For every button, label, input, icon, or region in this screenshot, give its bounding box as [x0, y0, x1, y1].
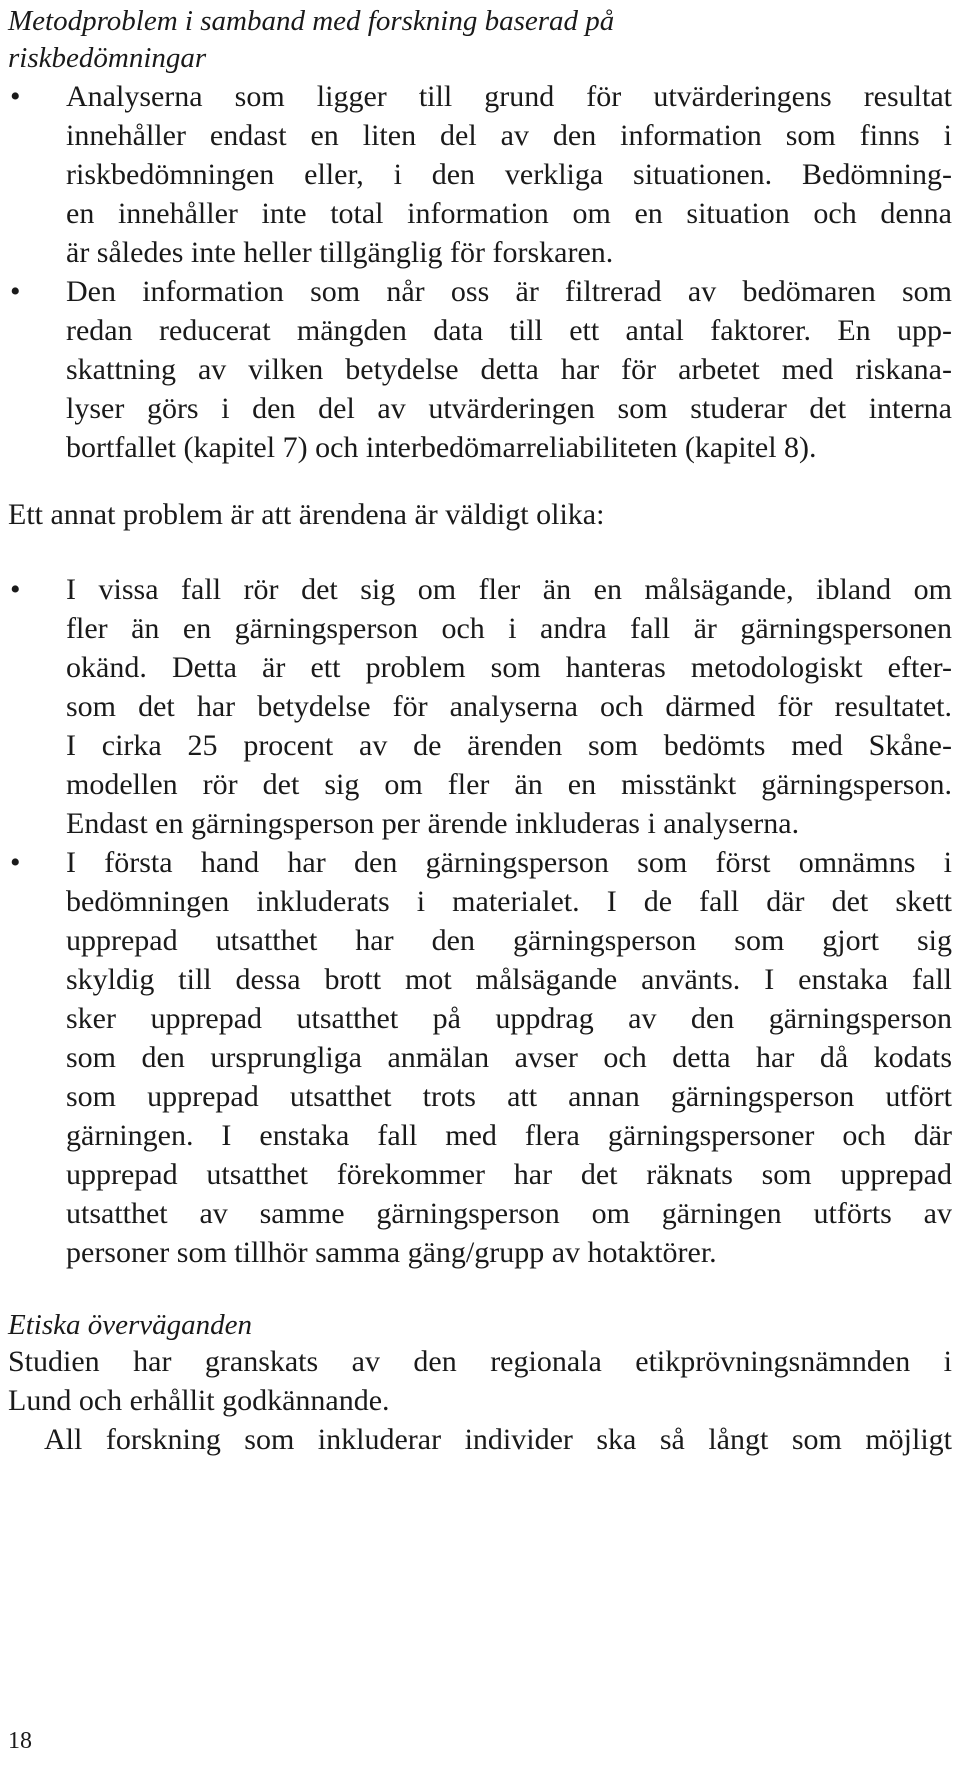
- document-page: [8, 0, 952, 1459]
- text-line: I första hand har den gärningsperson som först omnämns i: [66, 846, 952, 879]
- text-line: Analyserna som ligger till grund för utvärderingens resultat: [66, 80, 952, 113]
- text-line: I vissa fall rör det sig om fler än en målsägande, ibland om: [66, 573, 952, 606]
- text-line: All forskning som inkluderar individer ska så långt som möjligt: [44, 1423, 952, 1456]
- text-line: lyser görs i den del av utvärderingen som studerar det interna: [66, 392, 952, 425]
- bullet-item: [8, 570, 952, 843]
- text-line: bortfallet (kapitel 7) och interbedömarreliabiliteten (kapitel 8).: [66, 431, 817, 464]
- text-line: I cirka 25 procent av de ärenden som bedömts med Skåne-: [66, 729, 952, 762]
- heading-line: Metodproblem i samband med forskning baserad på: [8, 5, 615, 37]
- text-line: som upprepad utsatthet trots att annan gärningsperson utfört: [66, 1080, 952, 1113]
- text-line: Studien har granskats av den regionala etikprövningsnämnden i: [8, 1345, 952, 1378]
- bullet-icon: •: [10, 846, 21, 879]
- page-number: 18: [8, 1728, 32, 1754]
- text-line: Den information som når oss är filtrerad av bedömaren som: [66, 275, 952, 308]
- bullet-item: [8, 77, 952, 272]
- text-line: är således inte heller tillgänglig för forskaren.: [66, 236, 614, 269]
- heading-line: riskbedömningar: [8, 42, 207, 74]
- text-line: innehåller endast en liten del av den information som finns i: [66, 119, 952, 152]
- text-line: modellen rör det sig om fler än en misstänkt gärningsperson.: [66, 768, 952, 801]
- text-line: skattning av vilken betydelse detta har för arbetet med riskana-: [66, 353, 952, 386]
- text-line: upprepad utsatthet förekommer har det räknats som upprepad: [66, 1158, 952, 1191]
- text-line: okänd. Detta är ett problem som hanteras metodologiskt efter-: [66, 651, 952, 684]
- section-heading-metodproblem: [8, 0, 952, 77]
- text-line: utsatthet av samme gärningsperson om gärningen utförts av: [66, 1197, 952, 1230]
- text-line: upprepad utsatthet har den gärningsperson som gjort sig: [66, 924, 952, 957]
- text-line: skyldig till dessa brott mot målsägande använts. I enstaka fall: [66, 963, 952, 996]
- paragraph-intro: Ett annat problem är att ärendena är väldigt olika:: [8, 498, 605, 531]
- text-line: personer som tillhör samma gäng/grupp av hotaktörer.: [66, 1236, 717, 1269]
- text-line: redan reducerat mängden data till ett antal faktorer. En upp-: [66, 314, 952, 347]
- text-line: fler än en gärningsperson och i andra fall är gärningspersonen: [66, 612, 952, 645]
- bullet-icon: •: [10, 80, 21, 113]
- bullet-item: [8, 272, 952, 467]
- bullet-icon: •: [10, 573, 21, 606]
- bullet-icon: •: [10, 275, 21, 308]
- text-line: bedömningen inkluderats i materialet. I de fall där det skett: [66, 885, 952, 918]
- bullet-item: [8, 843, 952, 1272]
- bullet-list-metodproblem: [8, 77, 952, 467]
- bullet-list-arenden: [8, 570, 952, 1272]
- text-line: Endast en gärningsperson per ärende inkluderas i analyserna.: [66, 807, 800, 840]
- text-line: som den ursprungliga anmälan avser och detta har då kodats: [66, 1041, 952, 1074]
- text-line: riskbedömningen eller, i den verkliga situationen. Bedömning-: [66, 158, 952, 191]
- section-heading-etiska: Etiska överväganden: [8, 1309, 253, 1341]
- text-line: en innehåller inte total information om en situation och denna: [66, 197, 952, 230]
- text-line: Lund och erhållit godkännande.: [8, 1384, 390, 1417]
- text-line: som det har betydelse för analyserna och därmed för resultatet.: [66, 690, 952, 723]
- text-line: gärningen. I enstaka fall med flera gärningspersoner och där: [66, 1119, 952, 1152]
- text-line: sker upprepad utsatthet på uppdrag av den gärningsperson: [66, 1002, 952, 1035]
